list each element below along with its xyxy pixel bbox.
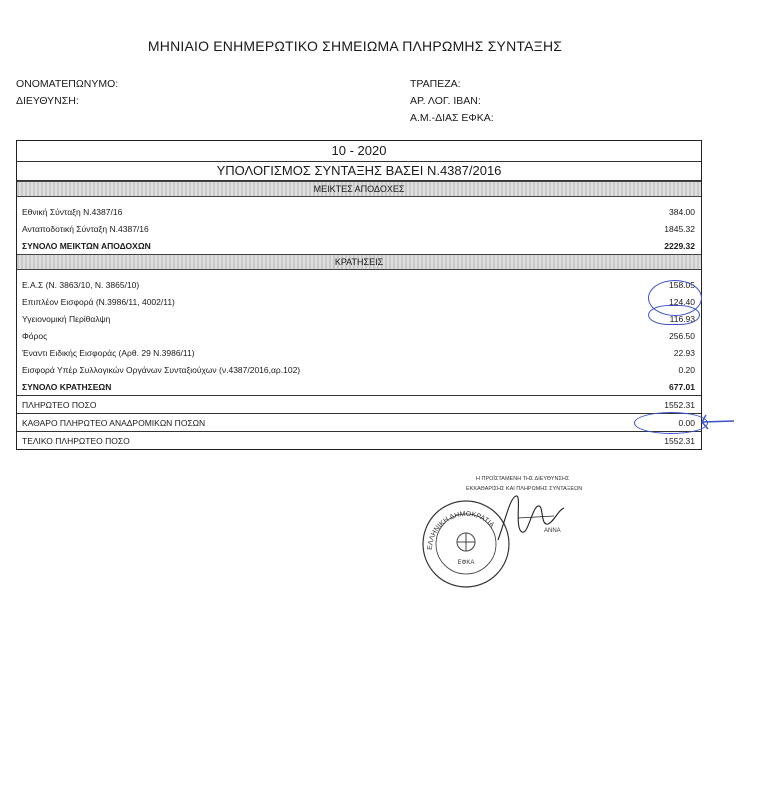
row-label: Εισφορά Υπέρ Συλλογικών Οργάνων Συνταξιούχων (ν.4387/2016,αρ.102) (22, 364, 301, 375)
row-value: 116.93 (669, 313, 695, 324)
row-value: 256.50 (669, 330, 695, 341)
row-label: ΣΥΝΟΛΟ ΚΡΑΤΗΣΕΩΝ (22, 381, 112, 392)
row-value: 2229.32 (664, 240, 695, 251)
gross-section-header: ΜΕΙΚΤΕΣ ΑΠΟΔΟΧΕΣ (17, 181, 701, 197)
final-payable-row (17, 431, 701, 449)
table-row (17, 220, 701, 237)
bank-label: ΤΡΑΠΕΖΑ: (410, 78, 461, 90)
row-label: Επιπλέον Εισφορά (Ν.3986/11, 4002/11) (22, 296, 175, 307)
row-label: Εθνική Σύνταξη Ν.4387/16 (22, 206, 123, 217)
row-label: ΚΑΘΑΡΟ ΠΛΗΡΩΤΕΟ ΑΝΑΔΡΟΜΙΚΩΝ ΠΟΣΩΝ (22, 417, 206, 428)
seal-text: ΕΛΛΗΝΙΚΗ ΔΗΜΟΚΡΑΤΙΑ (426, 510, 496, 551)
row-label: Ε.Α.Σ (Ν. 3863/10, Ν. 3865/10) (22, 279, 140, 290)
row-value: 124.40 (669, 296, 695, 307)
row-label: Φόρος (22, 330, 48, 341)
pen-circle-payable (634, 412, 708, 434)
stamp-line-2: ΕΚΚΑΘΑΡΙΣΗΣ ΚΑΙ ΠΛΗΡΩΜΗΣ ΣΥΝΤΑΞΕΩΝ (466, 486, 583, 492)
table-row (17, 276, 701, 293)
gross-total-row (17, 237, 701, 254)
official-stamp (418, 470, 618, 590)
seal-label: ΕΦΚΑ (457, 560, 475, 566)
name-label: ΟΝΟΜΑΤΕΠΩΝΥΜΟ: (16, 78, 119, 90)
svg-text:ΕΛΛΗΝΙΚΗ ΔΗΜΟΚΡΑΤΙΑ (427, 511, 496, 550)
row-value: 1845.32 (664, 223, 695, 234)
table-row (17, 310, 701, 327)
table-row (17, 344, 701, 361)
row-label: ΠΛΗΡΩΤΕΟ ΠΟΣΟ (22, 399, 97, 410)
period: 10 - 2020 (17, 141, 701, 162)
iban-label: ΑΡ. ΛΟΓ. IBAN: (410, 95, 481, 107)
pen-circle-extra (648, 305, 700, 325)
table-row (17, 203, 701, 220)
row-label: Έναντι Ειδικής Εισφοράς (Αρθ. 29 Ν.3986/11) (22, 347, 195, 358)
efka-id-label: Α.Μ.-ΔΙΑΣ ΕΦΚΑ: (410, 112, 494, 124)
row-label: ΣΥΝΟΛΟ ΜΕΙΚΤΩΝ ΑΠΟΔΟΧΩΝ (22, 240, 151, 251)
deductions-section-header: ΚΡΑΤΗΣΕΙΣ (17, 254, 701, 270)
row-value: 1552.31 (664, 435, 695, 446)
table-row (17, 327, 701, 344)
bank-info (410, 76, 494, 127)
signer-name: ΑΝΝΑ (544, 528, 561, 534)
row-label: Υγειονομική Περίθαλψη (22, 313, 111, 324)
row-value: 1552.31 (664, 399, 695, 410)
row-value: 0.20 (678, 364, 695, 375)
signature-icon (488, 488, 568, 548)
payable-row (17, 395, 701, 413)
row-label: Ανταποδοτική Σύνταξη Ν.4387/16 (22, 223, 149, 234)
document-title: ΜΗΝΙΑΙΟ ΕΝΗΜΕΡΩΤΙΚΟ ΣΗΜΕΙΩΜΑ ΠΛΗΡΩΜΗΣ ΣΥΝΤΑΞΗΣ (147, 38, 563, 54)
pension-table (16, 140, 702, 450)
address-label: ΔΙΕΥΘΥΝΣΗ: (16, 95, 79, 107)
row-label: ΤΕΛΙΚΟ ΠΛΗΡΩΤΕΟ ΠΟΣΟ (22, 435, 130, 446)
row-value: 384.00 (669, 206, 695, 217)
calc-title: ΥΠΟΛΟΓΙΣΜΟΣ ΣΥΝΤΑΞΗΣ ΒΑΣΕΙ Ν.4387/2016 (17, 162, 701, 181)
table-row (17, 361, 701, 378)
row-value: 677.01 (669, 381, 695, 392)
row-value: 158.05 (669, 279, 695, 290)
deductions-total-row (17, 378, 701, 395)
table-row (17, 293, 701, 310)
row-value: 22.93 (673, 347, 695, 358)
stamp-line-1: Η ΠΡΟΪΣΤΑΜΕΝΗ ΤΗΣ ΔΙΕΥΘΥΝΣΗΣ (476, 476, 570, 482)
recipient-info (16, 76, 118, 110)
row-value: 0.00 (678, 417, 695, 428)
pen-arrow-mark (700, 412, 740, 432)
retroactive-row (17, 413, 701, 431)
